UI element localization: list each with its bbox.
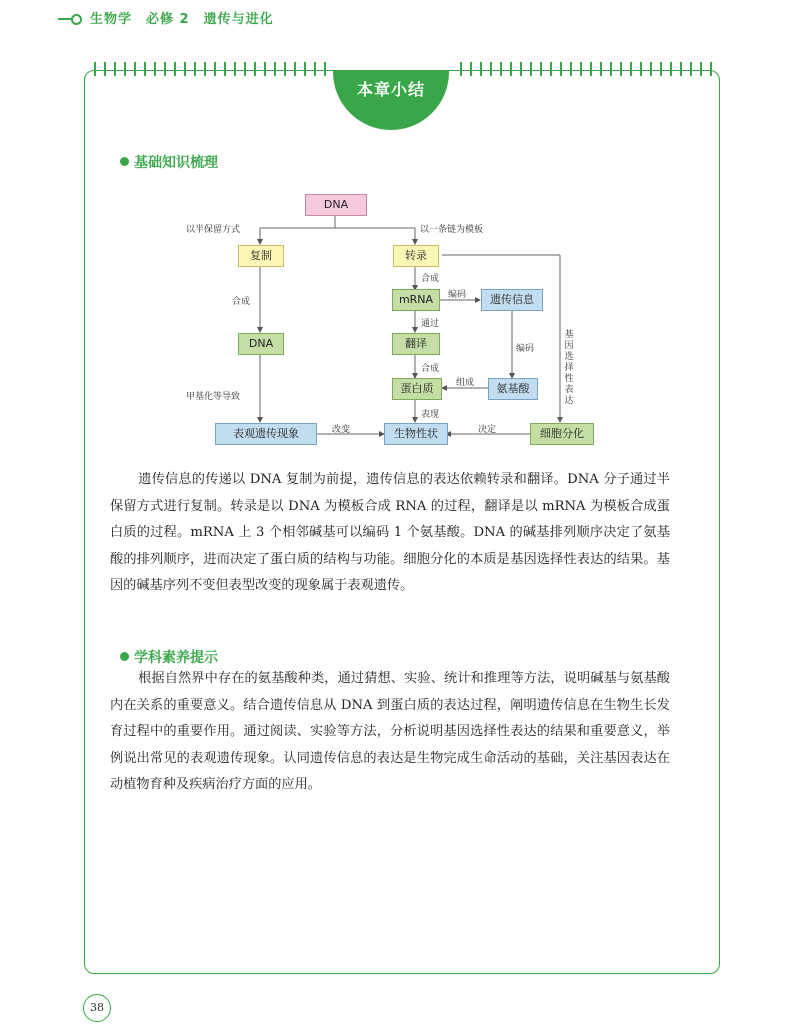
literacy-paragraph-text: 根据自然界中存在的氨基酸种类，通过猜想、实验、统计和推理等方法，说明碱基与氨基酸内在关系的重要意义。结合遗传信息从 DNA 到蛋白质的表达过程，阐明遗传信息在生物生长发育过程中的重要作用。通过阅读、实验等方法，分析说明基因选择性表达的结果和重要意义，举例说出常见的表观遗传现象。认同遗传信息的表达是生物完成生命活动的基础，关注基因表达在动植物育种及疾病治疗方面的应用。 xyxy=(110,671,670,792)
header-title: 生物学 必修 2 遗传与进化 xyxy=(90,12,274,27)
node-genetic-info: 遗传信息 xyxy=(481,289,543,311)
concept-map-diagram xyxy=(170,188,620,458)
label-synthesis-2: 合成 xyxy=(421,274,440,284)
node-protein: 蛋白质 xyxy=(392,378,442,400)
section-heading-text: 学科素养提示 xyxy=(134,650,218,666)
label-synthesis-1: 合成 xyxy=(232,297,251,307)
label-determine: 决定 xyxy=(478,425,497,435)
node-dna-mid: DNA xyxy=(238,333,284,355)
label-express: 表现 xyxy=(421,410,440,420)
node-transcription: 转录 xyxy=(393,245,439,267)
label-methylation: 甲基化等导致 xyxy=(186,392,241,402)
node-replication: 复制 xyxy=(238,245,284,267)
section-heading-literacy xyxy=(120,647,218,667)
label-one-strand: 以一条链为模板 xyxy=(420,225,484,235)
label-semi-conservative: 以半保留方式 xyxy=(186,225,241,235)
node-epigenetic: 表观遗传现象 xyxy=(215,423,317,445)
chapter-summary-badge: 本章小结 xyxy=(333,70,449,130)
header-dot-icon xyxy=(71,14,82,25)
page-header xyxy=(0,8,800,32)
node-mrna: mRNA xyxy=(392,289,440,311)
bullet-icon xyxy=(120,157,129,166)
node-amino-acid: 氨基酸 xyxy=(488,378,538,400)
bullet-icon xyxy=(120,652,129,661)
node-translation: 翻译 xyxy=(392,333,440,355)
page-number: 38 xyxy=(83,994,111,1022)
label-selective-expression: 基因选择性表达 xyxy=(564,330,574,406)
label-through: 通过 xyxy=(421,319,440,329)
label-compose: 组成 xyxy=(456,378,475,388)
literacy-paragraph xyxy=(110,666,670,799)
summary-paragraph xyxy=(110,467,670,600)
node-trait: 生物性状 xyxy=(384,423,448,445)
label-change: 改变 xyxy=(332,425,351,435)
node-cell-diff: 细胞分化 xyxy=(530,423,594,445)
label-encode-2: 编码 xyxy=(516,344,535,354)
summary-paragraph-text: 遗传信息的传递以 DNA 复制为前提，遗传信息的表达依赖转录和翻译。DNA 分子通过半保留方式进行复制。转录是以 DNA 为模板合成 RNA 的过程，翻译是以 mRNA 为模板合成蛋白质的过程。mRNA 上 3 个相邻碱基可以编码 1 个氨基酸。DNA 的碱基排列顺序决定了氨基酸的排列顺序，进而决定了蛋白质的结构与功能。细胞分化的本质是基因选择性表达的结果。基因的碱基序列不变但表型改变的现象属于表观遗传。 xyxy=(110,472,670,593)
header-line xyxy=(58,18,72,20)
label-synthesis-3: 合成 xyxy=(421,364,440,374)
label-encode-1: 编码 xyxy=(448,290,467,300)
node-dna-top: DNA xyxy=(305,194,367,216)
section-heading-text: 基础知识梳理 xyxy=(134,155,218,171)
section-heading-basics xyxy=(120,152,218,172)
